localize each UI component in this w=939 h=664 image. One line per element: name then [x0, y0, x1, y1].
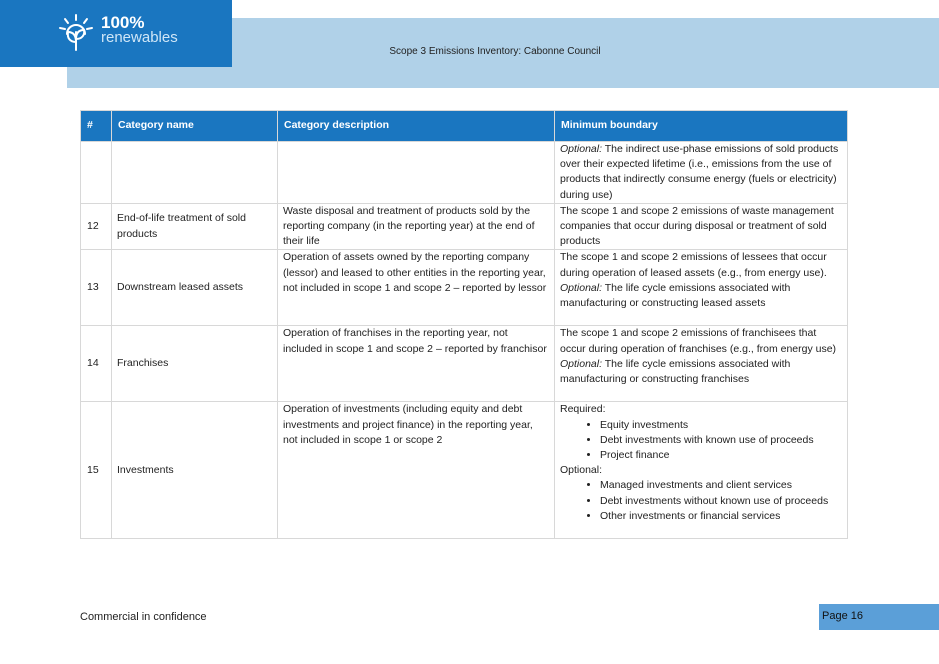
cell-description: Operation of investments (including equity and debt investments and project finance) in the reporting year, not included in scope 1 or scope 2	[278, 402, 555, 539]
cell-num: 14	[81, 326, 112, 402]
cell-boundary	[555, 142, 848, 204]
list-item: • Equity investments	[600, 418, 842, 433]
column-header-category-description: Category description	[278, 111, 555, 142]
table-row	[81, 203, 848, 250]
table-row	[81, 402, 848, 539]
column-header-number: #	[81, 111, 112, 142]
required-list	[560, 418, 842, 464]
cell-boundary	[555, 402, 848, 539]
logo-title: 100%	[101, 13, 145, 32]
list-item: • Managed investments and client services	[600, 478, 842, 493]
page-number: Page 16	[822, 610, 863, 622]
table-row	[81, 250, 848, 326]
table-header-row	[81, 111, 848, 142]
cell-num: 15	[81, 402, 112, 539]
column-header-category-name: Category name	[112, 111, 278, 142]
optional-text: The life cycle emissions associated with manufacturing or constructing leased assets	[560, 281, 791, 310]
cell-description: Operation of assets owned by the reporting company (lessor) and leased to other entities in the reporting year, not included in scope 1 and scope 2 – reported by lessor	[278, 250, 555, 326]
optional-list	[560, 478, 842, 524]
logo-subtitle: renewables	[101, 29, 178, 46]
cell-num: 12	[81, 203, 112, 250]
boundary-text: The scope 1 and scope 2 emissions of lessees that occur during operation of leased assets (e.g., from energy use).	[560, 251, 827, 279]
cell-num	[81, 142, 112, 204]
leaf-sun-logo-icon	[56, 12, 96, 52]
cell-boundary	[555, 326, 848, 402]
confidential-notice: Commercial in confidence	[80, 611, 207, 623]
cell-description: Waste disposal and treatment of products sold by the reporting company (in the reporting year) at the end of their life	[278, 203, 555, 250]
optional-label: Optional:	[560, 357, 603, 370]
cell-name: Investments	[112, 402, 278, 539]
cell-boundary: The scope 1 and scope 2 emissions of waste management companies that occur during disposal or treatment of sold products	[555, 203, 848, 250]
document-title: Scope 3 Emissions Inventory: Cabonne Council	[389, 46, 601, 57]
cell-name: Downstream leased assets	[112, 250, 278, 326]
cell-name: End-of-life treatment of sold products	[112, 203, 278, 250]
cell-name: Franchises	[112, 326, 278, 402]
cell-description	[278, 142, 555, 204]
table-row	[81, 326, 848, 402]
list-item: • Project finance	[600, 448, 842, 463]
optional-text: The life cycle emissions associated with manufacturing or constructing franchises	[560, 357, 791, 386]
boundary-text: The scope 1 and scope 2 emissions of franchisees that occur during operation of franchises (e.g., from energy use)	[560, 327, 837, 355]
optional-text: The indirect use-phase emissions of sold products over their expected lifetime (i.e., emissions from the use of products that indirectly consume energy (fuels or electricity) during use)	[560, 143, 839, 201]
optional-label: Optional:	[560, 143, 603, 155]
logo	[0, 0, 232, 67]
list-item: • Debt investments without known use of proceeds	[600, 494, 842, 509]
table-row-continuation	[81, 142, 848, 204]
emissions-category-table	[80, 110, 848, 539]
cell-boundary	[555, 250, 848, 326]
cell-description: Operation of franchises in the reporting year, not included in scope 1 and scope 2 – reported by franchisor	[278, 326, 555, 402]
optional-label: Optional:	[560, 281, 603, 294]
list-item: • Other investments or financial services	[600, 509, 842, 524]
list-item: • Debt investments with known use of proceeds	[600, 433, 842, 448]
page-number-box	[819, 604, 939, 630]
required-label: Required:	[560, 403, 606, 416]
cell-name	[112, 142, 278, 204]
column-header-minimum-boundary: Minimum boundary	[555, 111, 848, 142]
cell-num: 13	[81, 250, 112, 326]
optional-label: Optional:	[560, 464, 603, 477]
